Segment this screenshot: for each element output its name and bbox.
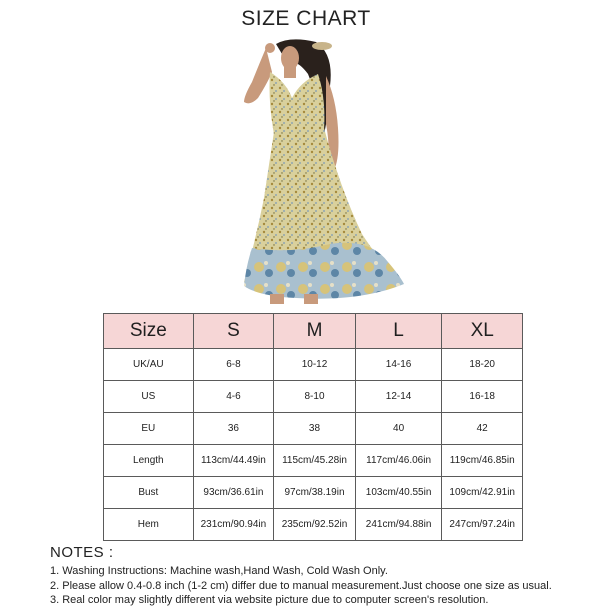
note-line: 2. Please allow 0.4-0.8 inch (1-2 cm) differ due to manual measurement.Just choose one size as usual. — [50, 579, 552, 592]
table-row — [104, 413, 523, 445]
table-cell: 113cm/44.49in — [193, 445, 274, 477]
notes-heading: NOTES : — [50, 544, 114, 561]
note-line: 3. Real color may slightly different via website picture due to computer screen's resolution. — [50, 594, 489, 607]
table-header-row — [104, 314, 523, 349]
table-row — [104, 509, 523, 541]
table-cell: 93cm/36.61in — [193, 477, 274, 509]
table-cell: 16-18 — [442, 381, 523, 413]
table-cell: 10-12 — [274, 349, 356, 381]
table-cell: 119cm/46.85in — [442, 445, 523, 477]
table-cell: 117cm/46.06in — [355, 445, 442, 477]
table-cell: 97cm/38.19in — [274, 477, 356, 509]
header-xl: XL — [442, 314, 523, 349]
row-label: EU — [104, 413, 194, 445]
size-table — [103, 313, 523, 541]
table-cell: 38 — [274, 413, 356, 445]
page-title: SIZE CHART — [241, 7, 371, 30]
table-cell: 235cm/92.52in — [274, 509, 356, 541]
header-m: M — [274, 314, 356, 349]
table-row — [104, 349, 523, 381]
row-label: Hem — [104, 509, 194, 541]
table-cell: 36 — [193, 413, 274, 445]
row-label: Length — [104, 445, 194, 477]
model-photo — [230, 38, 416, 304]
row-label: UK/AU — [104, 349, 194, 381]
table-cell: 6-8 — [193, 349, 274, 381]
table-cell: 18-20 — [442, 349, 523, 381]
table-cell: 14-16 — [355, 349, 442, 381]
table-cell: 12-14 — [355, 381, 442, 413]
table-cell: 8-10 — [274, 381, 356, 413]
notes-section — [50, 544, 605, 608]
table-cell: 42 — [442, 413, 523, 445]
table-cell: 109cm/42.91in — [442, 477, 523, 509]
table-cell: 241cm/94.88in — [355, 509, 442, 541]
table-cell: 4-6 — [193, 381, 274, 413]
row-label: US — [104, 381, 194, 413]
table-row — [104, 445, 523, 477]
table-cell: 40 — [355, 413, 442, 445]
row-label: Bust — [104, 477, 194, 509]
table-row — [104, 477, 523, 509]
table-cell: 115cm/45.28in — [274, 445, 356, 477]
header-l: L — [355, 314, 442, 349]
header-size: Size — [104, 314, 194, 349]
note-line: 1. Washing Instructions: Machine wash,Hand Wash, Cold Wash Only. — [50, 565, 388, 577]
header-s: S — [193, 314, 274, 349]
table-row — [104, 381, 523, 413]
dress-model-illustration — [230, 38, 416, 304]
table-cell: 103cm/40.55in — [355, 477, 442, 509]
table-cell: 247cm/97.24in — [442, 509, 523, 541]
table-cell: 231cm/90.94in — [193, 509, 274, 541]
